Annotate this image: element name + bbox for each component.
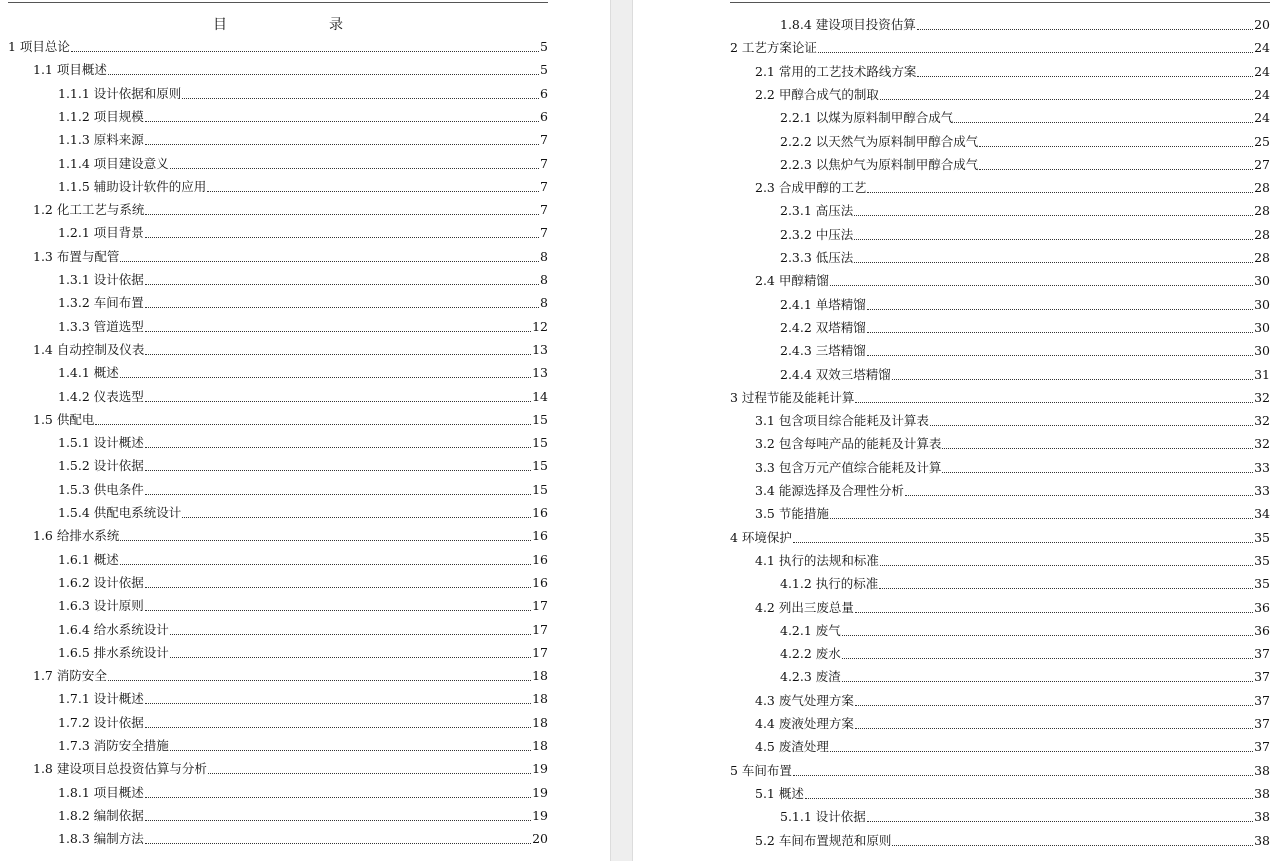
dot-leader: [145, 587, 531, 588]
dot-leader: [842, 658, 1253, 659]
dot-leader: [145, 494, 531, 495]
toc-entry-label: 4.1.2 执行的标准: [780, 576, 879, 592]
dot-leader: [842, 635, 1253, 636]
toc-entry[interactable]: [780, 622, 1270, 640]
toc-entry-page-number: 37: [1254, 692, 1270, 708]
toc-entry-page-number: 27: [1254, 156, 1270, 172]
dot-leader: [208, 773, 531, 774]
toc-entry-label: 1.6.1 概述: [58, 551, 119, 567]
dot-leader: [867, 821, 1253, 822]
toc-entry[interactable]: [780, 133, 1270, 151]
toc-entry-page-number: 20: [532, 831, 548, 847]
toc-entry[interactable]: [58, 481, 548, 499]
toc-entry-label: 1.1 项目概述: [33, 62, 107, 78]
toc-entry[interactable]: [58, 318, 548, 336]
toc-entry[interactable]: [33, 527, 548, 545]
toc-entry-label: 1.2 化工工艺与系统: [33, 202, 145, 218]
dot-leader: [854, 262, 1253, 263]
dot-leader: [867, 309, 1253, 310]
toc-entry[interactable]: [780, 668, 1270, 686]
toc-entry-page-number: 18: [532, 738, 548, 753]
dot-leader: [854, 239, 1253, 240]
toc-entry-page-number: 7: [540, 202, 548, 218]
toc-entry[interactable]: [58, 504, 548, 522]
toc-entry-page-number: 36: [1254, 622, 1270, 638]
toc-entry[interactable]: [33, 341, 548, 359]
toc-entry-page-number: 30: [1254, 273, 1270, 289]
toc-entry-label: 3.5 节能措施: [755, 506, 829, 522]
toc-entry-page-number: 17: [532, 644, 548, 660]
toc-entry[interactable]: [33, 201, 548, 219]
toc-entry-page-number: 5: [540, 39, 548, 54]
toc-entry-label: 2.3 合成甲醇的工艺: [755, 180, 867, 196]
toc-entry-label: 1.8.1 项目概述: [58, 784, 144, 800]
toc-entry-page-number: 13: [532, 365, 548, 381]
toc-entry-label: 1.7.1 设计概述: [58, 691, 144, 707]
toc-entry-page-number: 34: [1254, 506, 1270, 522]
toc-entry-page-number: 6: [540, 85, 548, 101]
dot-leader: [854, 215, 1253, 216]
dot-leader: [170, 634, 531, 635]
dot-leader: [145, 447, 531, 448]
toc-entry[interactable]: [755, 435, 1270, 453]
toc-entry[interactable]: [755, 412, 1270, 430]
toc-entry-label: 1.1.1 设计依据和原则: [58, 85, 182, 101]
toc-entry[interactable]: [58, 807, 548, 825]
toc-entry-label: 1.6 给排水系统: [33, 528, 120, 544]
toc-entry-page-number: 8: [540, 272, 548, 287]
toc-entry[interactable]: [58, 551, 548, 569]
toc-entry-page-number: 33: [1254, 459, 1270, 475]
toc-entry-label: 4.2.3 废渣: [780, 669, 841, 685]
toc-entry-label: 1.6.3 设计原则: [58, 598, 144, 614]
toc-entry-label: 1.6.2 设计依据: [58, 574, 144, 590]
toc-entry-label: 1.5.3 供电条件: [58, 481, 144, 497]
dot-leader: [855, 402, 1253, 403]
toc-entry-page-number: 15: [532, 435, 548, 451]
toc-entry-page-number: 37: [1254, 739, 1270, 755]
toc-entry-label: 1.5.2 设计依据: [58, 458, 144, 474]
dot-leader: [145, 610, 531, 611]
toc-entry-page-number: 32: [1254, 389, 1270, 405]
toc-entry[interactable]: [58, 364, 548, 382]
toc-entry-label: 2.3.1 高压法: [780, 203, 854, 219]
toc-entry-label: 2.4 甲醇精馏: [755, 273, 829, 289]
toc-entry-page-number: 28: [1254, 180, 1270, 196]
toc-entry-page-number: 19: [532, 761, 548, 777]
dot-leader: [108, 74, 539, 75]
toc-entry[interactable]: [755, 63, 1270, 81]
toc-entry-page-number: 8: [540, 295, 548, 311]
toc-entry[interactable]: [780, 226, 1270, 244]
toc-entry-label: 1.3.1 设计依据: [58, 272, 144, 287]
toc-entry-label: 3.4 能源选择及合理性分析: [755, 483, 904, 498]
toc-entry[interactable]: [755, 272, 1270, 290]
toc-entry[interactable]: [58, 714, 548, 732]
toc-entry-label: 4 环境保护: [730, 529, 792, 545]
toc-entry[interactable]: [58, 388, 548, 406]
toc-entry[interactable]: [730, 529, 1270, 547]
toc-entry-label: 1 项目总论: [8, 39, 70, 54]
toc-entry-page-number: 38: [1254, 832, 1270, 848]
dot-leader: [954, 122, 1253, 123]
toc-entry-label: 2.4.2 双塔精馏: [780, 319, 866, 335]
toc-entry[interactable]: [755, 692, 1270, 710]
dot-leader: [145, 401, 531, 402]
dot-leader: [145, 797, 531, 798]
toc-entry-page-number: 32: [1254, 413, 1270, 429]
toc-entry-page-number: 30: [1254, 343, 1270, 359]
toc-entry-page-number: 24: [1254, 110, 1270, 126]
toc-entry-page-number: 33: [1254, 483, 1270, 498]
toc-entry-page-number: 35: [1254, 529, 1270, 545]
toc-entry[interactable]: [755, 505, 1270, 523]
dot-leader: [867, 192, 1253, 193]
dot-leader: [182, 517, 531, 518]
toc-entry-label: 3.1 包含项目综合能耗及计算表: [755, 413, 929, 429]
dot-leader: [120, 540, 531, 541]
toc-entry[interactable]: [780, 319, 1270, 337]
dot-leader: [805, 798, 1253, 799]
toc-entry-page-number: 32: [1254, 436, 1270, 452]
toc-entry-page-number: 38: [1254, 762, 1270, 778]
toc-entry-page-number: 25: [1254, 133, 1270, 149]
toc-entry-label: 1.3.2 车间布置: [58, 295, 144, 311]
toc-entry-page-number: 5: [540, 62, 548, 78]
page-top-rule: [730, 2, 1270, 3]
toc-entry-page-number: 28: [1254, 226, 1270, 242]
dot-leader: [818, 52, 1253, 53]
toc-entry-label: 4.3 废气处理方案: [755, 692, 854, 708]
toc-entry-label: 1.5.4 供配电系统设计: [58, 505, 182, 520]
toc-entry-label: 4.4 废液处理方案: [755, 716, 854, 731]
toc-entry[interactable]: [58, 784, 548, 802]
toc-entry-label: 2.2.1 以煤为原料制甲醇合成气: [780, 110, 954, 126]
dot-leader: [145, 237, 539, 238]
dot-leader: [880, 565, 1253, 566]
toc-entry[interactable]: [730, 762, 1270, 780]
toc-entry[interactable]: [755, 832, 1270, 850]
toc-entry[interactable]: [58, 457, 548, 475]
toc-entry-page-number: 7: [540, 132, 548, 148]
toc-entry-page-number: 36: [1254, 599, 1270, 615]
dot-leader: [892, 379, 1253, 380]
dot-leader: [145, 284, 539, 285]
dot-leader: [120, 564, 531, 565]
toc-entry[interactable]: [780, 342, 1270, 360]
toc-entry-page-number: 30: [1254, 319, 1270, 335]
toc-entry[interactable]: [780, 249, 1270, 267]
toc-entry-label: 1.3 布置与配管: [33, 248, 120, 264]
dot-leader: [145, 331, 531, 332]
toc-entry-page-number: 16: [532, 551, 548, 567]
dot-leader: [830, 285, 1253, 286]
dot-leader: [842, 681, 1253, 682]
dot-leader: [942, 472, 1253, 473]
dot-leader: [170, 657, 531, 658]
dot-leader: [979, 169, 1253, 170]
toc-entry-page-number: 24: [1254, 63, 1270, 79]
toc-entry-label: 1.8.3 编制方法: [58, 831, 144, 847]
toc-entry[interactable]: [730, 389, 1270, 407]
toc-entry-page-number: 18: [532, 691, 548, 707]
dot-leader: [145, 470, 531, 471]
toc-entry[interactable]: [780, 109, 1270, 127]
toc-entry[interactable]: [780, 202, 1270, 220]
toc-entry-page-number: 15: [532, 411, 548, 427]
toc-entry[interactable]: [58, 621, 548, 639]
toc-entry-page-number: 19: [532, 784, 548, 800]
toc-entry-page-number: 13: [532, 341, 548, 357]
toc-entry-label: 1.7 消防安全: [33, 668, 107, 684]
toc-entry-page-number: 16: [532, 528, 548, 544]
toc-entry-label: 2.2.2 以天然气为原料制甲醇合成气: [780, 133, 979, 149]
dot-leader: [145, 121, 539, 122]
toc-entry-label: 1.1.3 原料来源: [58, 132, 144, 148]
toc-entry[interactable]: [8, 38, 548, 56]
toc-page-right: [633, 0, 1283, 861]
toc-entry-page-number: 12: [532, 318, 548, 334]
toc-entry-page-number: 38: [1254, 809, 1270, 825]
toc-entry-page-number: 31: [1254, 366, 1270, 382]
toc-entry-label: 1.5.1 设计概述: [58, 435, 144, 451]
toc-entry-page-number: 8: [540, 248, 548, 264]
toc-entry[interactable]: [58, 830, 548, 848]
toc-entry-label: 5.1.1 设计依据: [780, 809, 866, 825]
toc-entry-label: 1.8.4 建设项目投资估算: [780, 17, 916, 32]
toc-entry[interactable]: [58, 155, 548, 173]
toc-entry[interactable]: [58, 271, 548, 289]
toc-entry[interactable]: [755, 599, 1270, 617]
toc-entry[interactable]: [755, 785, 1270, 803]
toc-entry[interactable]: [58, 574, 548, 592]
dot-leader: [145, 307, 539, 308]
dot-leader: [145, 354, 531, 355]
toc-entry-page-number: 37: [1254, 646, 1270, 662]
toc-entry-label: 1.4 自动控制及仪表: [33, 341, 145, 357]
toc-entry[interactable]: [780, 575, 1270, 593]
dot-leader: [108, 680, 531, 681]
toc-entry[interactable]: [780, 366, 1270, 384]
toc-entry[interactable]: [33, 667, 548, 685]
dot-leader: [830, 751, 1253, 752]
dot-leader: [917, 76, 1253, 77]
toc-entry-label: 5 车间布置: [730, 762, 792, 778]
toc-entry-label: 2.3.2 中压法: [780, 226, 854, 242]
toc-entry-label: 1.6.5 排水系统设计: [58, 644, 169, 660]
toc-entry-page-number: 19: [532, 807, 548, 823]
toc-entry-label: 5.1 概述: [755, 785, 804, 801]
toc-entry[interactable]: [755, 482, 1270, 500]
toc-entry-label: 5.2 车间布置规范和原则: [755, 832, 892, 848]
dot-leader: [120, 261, 539, 262]
dot-leader: [905, 495, 1253, 496]
toc-entry[interactable]: [780, 808, 1270, 826]
toc-entry[interactable]: [730, 39, 1270, 57]
toc-entry[interactable]: [58, 108, 548, 126]
toc-entry[interactable]: [58, 434, 548, 452]
toc-entry-label: 2 工艺方案论证: [730, 40, 817, 56]
toc-entry-label: 1.1.5 辅助设计软件的应用: [58, 178, 207, 194]
toc-title: 目 录: [213, 17, 387, 33]
dot-leader: [830, 518, 1253, 519]
toc-entry-page-number: 6: [540, 108, 548, 124]
dot-leader: [145, 144, 539, 145]
toc-entry-label: 4.1 执行的法规和标准: [755, 552, 879, 568]
toc-entry-page-number: 18: [532, 668, 548, 684]
toc-entry-label: 1.4.2 仪表选型: [58, 388, 144, 404]
toc-entry-page-number: 16: [532, 505, 548, 520]
toc-entry-label: 3 过程节能及能耗计算: [730, 389, 855, 405]
toc-entry-label: 4.2 列出三废总量: [755, 599, 854, 615]
dot-leader: [145, 843, 531, 844]
toc-entry-page-number: 37: [1254, 716, 1270, 731]
dot-leader: [879, 588, 1253, 589]
toc-entry-label: 1.4.1 概述: [58, 365, 119, 381]
dot-leader: [170, 750, 531, 751]
toc-entry[interactable]: [755, 179, 1270, 197]
dot-leader: [145, 703, 531, 704]
toc-entry-page-number: 15: [532, 458, 548, 474]
toc-entry[interactable]: [755, 86, 1270, 104]
dot-leader: [942, 448, 1253, 449]
dot-leader: [207, 191, 539, 192]
toc-entry[interactable]: [33, 411, 548, 429]
toc-entry-page-number: 30: [1254, 296, 1270, 312]
toc-entry[interactable]: [755, 552, 1270, 570]
toc-entry[interactable]: [780, 16, 1270, 34]
toc-entry-page-number: 17: [532, 598, 548, 614]
toc-entry[interactable]: [33, 760, 548, 778]
toc-entry-label: 1.5 供配电: [33, 411, 95, 427]
dot-leader: [182, 98, 539, 99]
toc-entry[interactable]: [33, 61, 548, 79]
toc-entry-page-number: 38: [1254, 785, 1270, 801]
toc-entry-label: 2.4.4 双效三塔精馏: [780, 366, 891, 382]
dot-leader: [793, 775, 1253, 776]
toc-entry-label: 1.8 建设项目总投资估算与分析: [33, 761, 207, 777]
dot-leader: [855, 728, 1253, 729]
toc-entry-page-number: 7: [540, 225, 548, 241]
toc-entry-label: 2.2.3 以焦炉气为原料制甲醇合成气: [780, 156, 979, 172]
toc-entry[interactable]: [58, 690, 548, 708]
toc-entry-page-number: 7: [540, 178, 548, 194]
toc-entry[interactable]: [58, 85, 548, 103]
toc-entry[interactable]: [58, 597, 548, 615]
toc-entry-label: 1.7.3 消防安全措施: [58, 738, 169, 753]
toc-entry-page-number: 35: [1254, 552, 1270, 568]
toc-entry-label: 2.4.1 单塔精馏: [780, 296, 866, 312]
toc-entry-page-number: 15: [532, 481, 548, 497]
toc-entry-page-number: 24: [1254, 86, 1270, 102]
toc-entry-label: 4.2.1 废气: [780, 622, 841, 638]
toc-entry[interactable]: [58, 294, 548, 312]
toc-entry-page-number: 35: [1254, 576, 1270, 592]
toc-entry[interactable]: [33, 248, 548, 266]
toc-entry-page-number: 28: [1254, 203, 1270, 219]
toc-entry[interactable]: [58, 178, 548, 196]
dot-leader: [979, 146, 1253, 147]
toc-entry-page-number: 16: [532, 574, 548, 590]
page-gutter: [610, 0, 633, 861]
toc-page-left: [0, 0, 610, 861]
toc-entry-page-number: 20: [1254, 17, 1270, 32]
toc-entry-label: 2.2 甲醇合成气的制取: [755, 86, 879, 102]
dot-leader: [917, 29, 1253, 30]
dot-leader: [95, 424, 531, 425]
toc-entry-label: 2.3.3 低压法: [780, 250, 854, 265]
dot-leader: [892, 845, 1253, 846]
toc-entry-page-number: 24: [1254, 40, 1270, 56]
toc-entry-label: 1.7.2 设计依据: [58, 714, 144, 730]
toc-entry-page-number: 28: [1254, 250, 1270, 265]
dot-leader: [145, 214, 539, 215]
toc-entry[interactable]: [755, 715, 1270, 733]
toc-entry-label: 4.5 废渣处理: [755, 739, 829, 755]
toc-entry-label: 1.8.2 编制依据: [58, 807, 144, 823]
toc-entry-page-number: 14: [532, 388, 548, 404]
dot-leader: [855, 612, 1253, 613]
dot-leader: [120, 377, 531, 378]
dot-leader: [145, 820, 531, 821]
toc-entry-label: 1.1.4 项目建设意义: [58, 155, 169, 171]
toc-entry-label: 2.1 常用的工艺技术路线方案: [755, 63, 917, 79]
toc-entry-page-number: 37: [1254, 669, 1270, 685]
dot-leader: [793, 542, 1253, 543]
toc-entry-label: 2.4.3 三塔精馏: [780, 343, 866, 359]
dot-leader: [855, 705, 1253, 706]
dot-leader: [880, 99, 1253, 100]
page-top-rule: [8, 2, 548, 3]
toc-entry-page-number: 18: [532, 714, 548, 730]
toc-entry[interactable]: [58, 644, 548, 662]
toc-entry-label: 1.6.4 给水系统设计: [58, 621, 169, 637]
toc-entry-label: 1.2.1 项目背景: [58, 225, 144, 241]
toc-entry-label: 1.1.2 项目规模: [58, 108, 144, 124]
toc-entry[interactable]: [58, 737, 548, 755]
dot-leader: [145, 727, 531, 728]
dot-leader: [170, 168, 539, 169]
toc-entry-page-number: 17: [532, 621, 548, 637]
toc-entry[interactable]: [58, 131, 548, 149]
toc-entry[interactable]: [780, 645, 1270, 663]
toc-entry-page-number: 7: [540, 155, 548, 171]
toc-entry[interactable]: [780, 296, 1270, 314]
toc-entry[interactable]: [755, 738, 1270, 756]
toc-entry-label: 4.2.2 废水: [780, 646, 841, 662]
dot-leader: [867, 332, 1253, 333]
dot-leader: [71, 51, 539, 52]
toc-entry[interactable]: [58, 224, 548, 242]
toc-entry-label: 1.3.3 管道选型: [58, 318, 144, 334]
dot-leader: [930, 425, 1253, 426]
toc-entry[interactable]: [780, 156, 1270, 174]
toc-entry[interactable]: [755, 459, 1270, 477]
toc-entry-label: 3.3 包含万元产值综合能耗及计算: [755, 459, 942, 475]
dot-leader: [867, 355, 1253, 356]
toc-entry-label: 3.2 包含每吨产品的能耗及计算表: [755, 436, 942, 452]
